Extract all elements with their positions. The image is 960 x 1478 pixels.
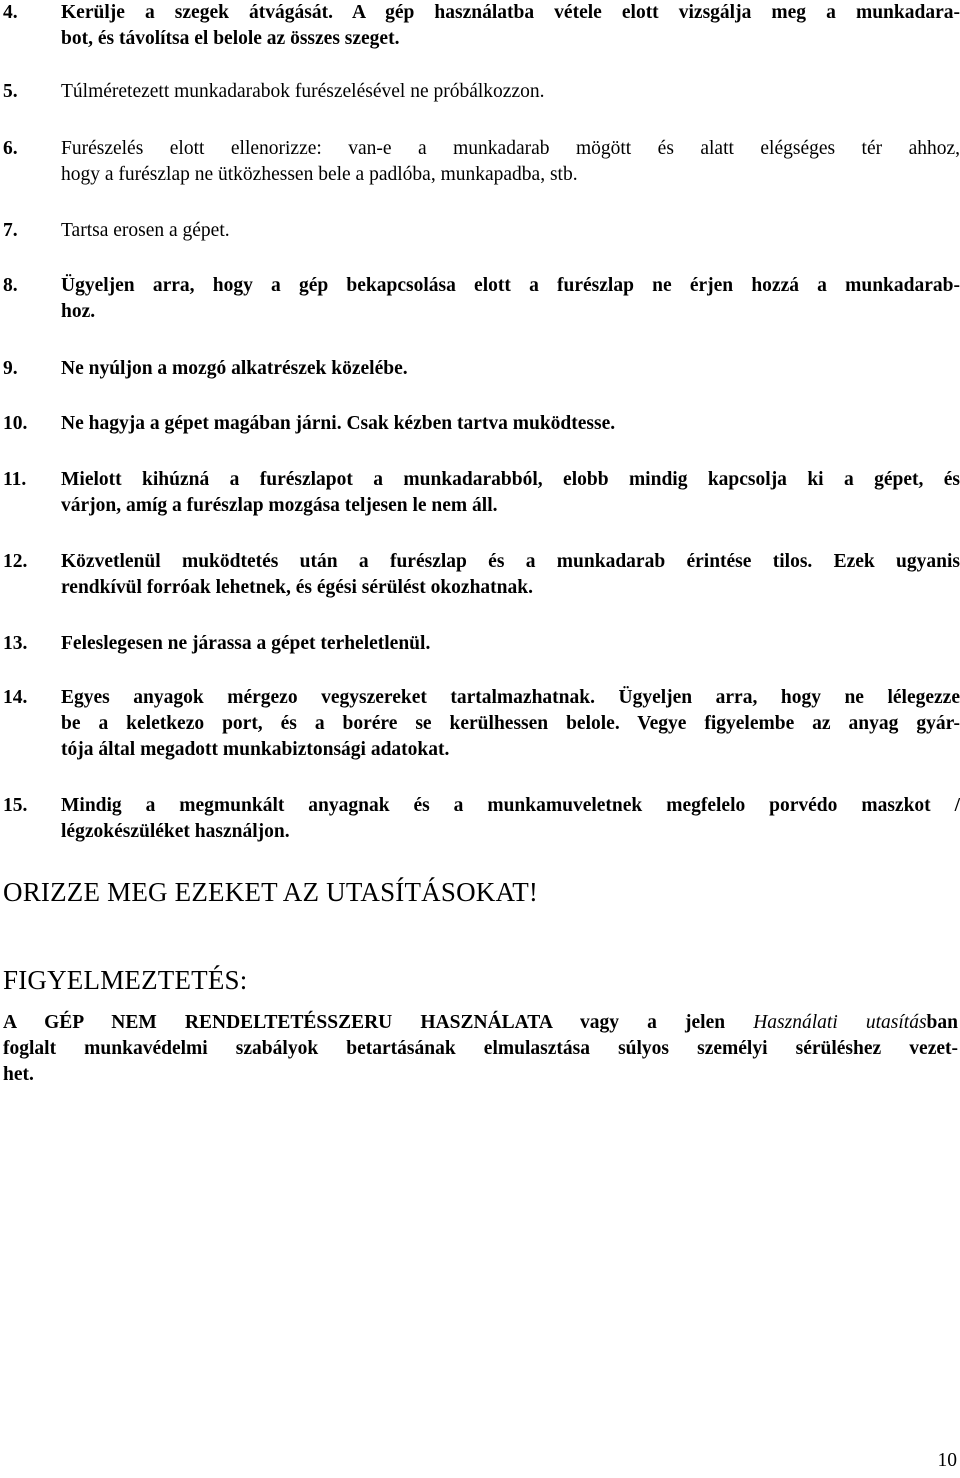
item-number: 14. <box>3 687 28 708</box>
item-text <box>61 356 960 382</box>
item-text <box>61 0 960 52</box>
item-line: légzokészüléket használjon. <box>61 821 290 842</box>
item-line: Tartsa erosen a gépet. <box>61 220 230 241</box>
warning-line: het. <box>3 1064 34 1085</box>
item-text <box>61 549 960 601</box>
item-line: rendkívül forróak lehetnek, és égési sérülést okozhatnak. <box>61 577 533 598</box>
item-text <box>61 467 960 519</box>
item-line: hoz. <box>61 301 96 322</box>
item-line: Közvetlenül muködtetés után a furészlap és a munkadarab érintése tilos. Ezek ugyanis <box>61 551 960 572</box>
item-number: 12. <box>3 551 28 572</box>
item-line: hogy a furészlap ne ütközhessen bele a padlóba, munkapadba, stb. <box>61 164 578 185</box>
item-text <box>61 411 960 437</box>
item-line: Kerülje a szegek átvágását. A gép használatba vétele elott vizsgálja meg a munkadara- <box>61 2 960 23</box>
item-number: 4. <box>3 2 18 23</box>
item-line: bot, és távolítsa el belole az összes szeget. <box>61 28 400 49</box>
item-number: 11. <box>3 469 27 490</box>
item-line: Ne nyúljon a mozgó alkatrészek közelébe. <box>61 358 408 379</box>
item-text <box>61 136 960 188</box>
item-line: Furészelés elott ellenorizze: van-e a munkadarab mögött és alatt elégséges tér ahhoz, <box>61 138 960 159</box>
keep-instructions-heading: ORIZZE MEG EZEKET AZ UTASÍTÁSOKAT! <box>3 877 539 907</box>
item-text <box>61 631 960 657</box>
item-text <box>61 793 960 845</box>
item-number: 8. <box>3 275 18 296</box>
warning-heading: FIGYELMEZTETÉS: <box>3 965 248 995</box>
item-line: Egyes anyagok mérgezo vegyszereket tartalmazhatnak. Ügyeljen arra, hogy ne lélegezze <box>61 687 960 708</box>
item-text <box>61 273 960 325</box>
item-line: Feleslegesen ne járassa a gépet terheletlenül. <box>61 633 431 654</box>
item-number: 7. <box>3 220 18 241</box>
warning-line: A GÉP NEM RENDELTETÉSSZERU HASZNÁLATA vagy a jelen Használati utasításban <box>3 1012 958 1033</box>
item-text <box>61 685 960 763</box>
warning-line: foglalt munkavédelmi szabályok betartásának elmulasztása súlyos személyi sérüléshez vezet- <box>3 1038 958 1059</box>
item-number: 5. <box>3 81 18 102</box>
item-line: Mielott kihúzná a furészlapot a munkadarabból, elobb mindig kapcsolja ki a gépet, és <box>61 469 960 490</box>
item-number: 10. <box>3 413 28 434</box>
item-line: be a keletkezo port, és a borére se kerülhessen belole. Vegye figyelembe az anyag gyár- <box>61 713 960 734</box>
item-number: 15. <box>3 795 28 816</box>
item-text <box>61 79 960 105</box>
item-line: Túlméretezett munkadarabok furészelésével ne próbálkozzon. <box>61 81 545 102</box>
warning-paragraph <box>3 1010 958 1088</box>
item-number: 13. <box>3 633 28 654</box>
page-number: 10 <box>937 1450 957 1471</box>
item-line: Ne hagyja a gépet magában járni. Csak kézben tartva muködtesse. <box>61 413 616 434</box>
item-number: 6. <box>3 138 18 159</box>
item-text <box>61 218 960 244</box>
item-line: Ügyeljen arra, hogy a gép bekapcsolása elott a furészlap ne érjen hozzá a munkadarab- <box>61 275 960 296</box>
item-number: 9. <box>3 358 18 379</box>
item-line: Mindig a megmunkált anyagnak és a munkamuveletnek megfelelo porvédo maszkot / <box>61 795 960 816</box>
manual-title: Használati utasítás <box>753 1012 927 1033</box>
item-line: várjon, amíg a furészlap mozgása teljesen le nem áll. <box>61 495 498 516</box>
item-line: tója által megadott munkabiztonsági adatokat. <box>61 739 450 760</box>
